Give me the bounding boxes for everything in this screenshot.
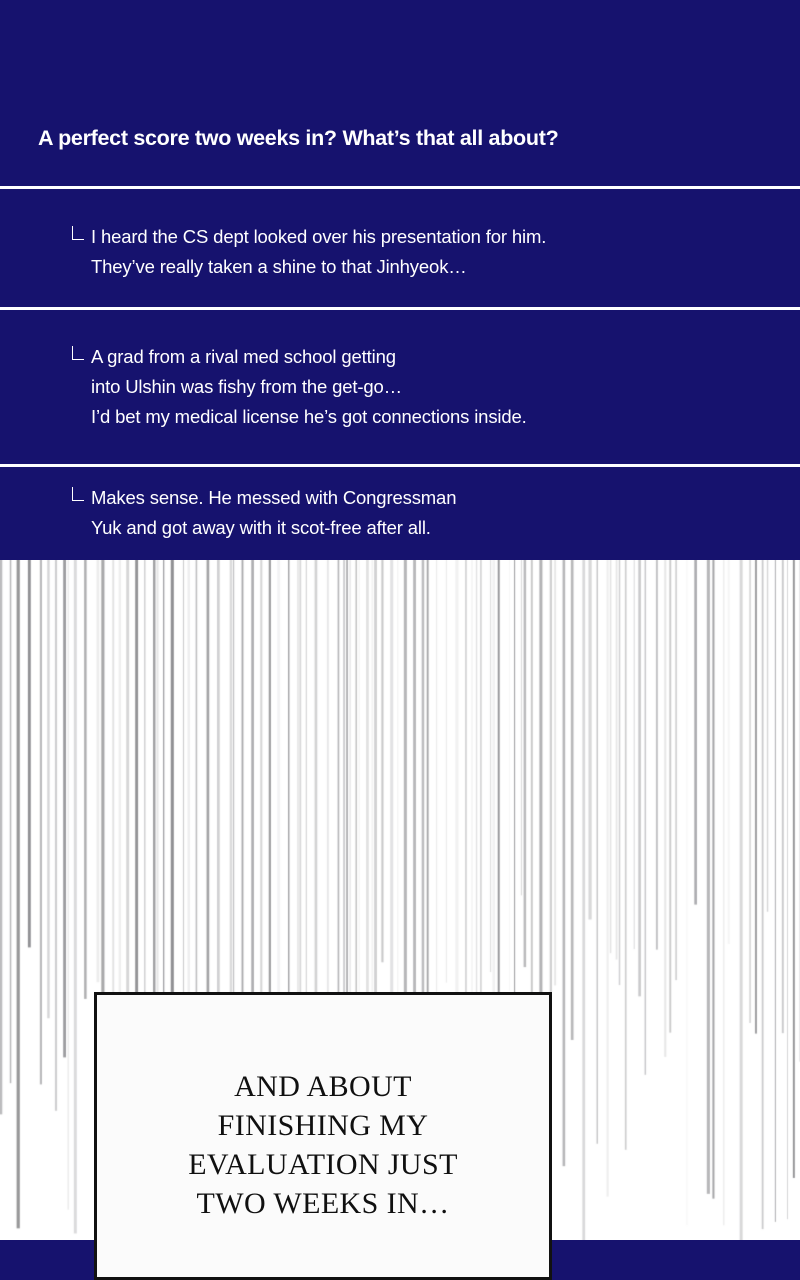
caption-text — [97, 1067, 549, 1223]
caption-line-1: AND ABOUT — [234, 1070, 412, 1103]
divider-1 — [0, 186, 800, 189]
forum-reply-2 — [72, 342, 527, 432]
corner-reply-icon — [72, 487, 84, 501]
divider-3 — [0, 464, 800, 467]
forum-reply-2-body — [72, 342, 527, 432]
caption-line-4: TWO WEEKS IN… — [196, 1187, 450, 1220]
forum-reply-2-line-1: A grad from a rival med school getting — [91, 346, 396, 367]
forum-reply-1 — [72, 222, 546, 282]
caption-line-3: EVALUATION JUST — [188, 1148, 458, 1181]
forum-reply-1-body — [72, 222, 546, 282]
caption-line-2: FINISHING MY — [217, 1109, 429, 1142]
forum-reply-2-line-3: I’d bet my medical license he’s got connections inside. — [91, 406, 527, 427]
forum-reply-2-line-2: into Ulshin was fishy from the get-go… — [91, 376, 402, 397]
forum-reply-1-line-1: I heard the CS dept looked over his presentation for him. — [91, 226, 547, 247]
forum-reply-1-line-2: They’ve really taken a shine to that Jinhyeok… — [91, 256, 467, 277]
caption-panel — [94, 992, 552, 1280]
forum-reply-3-body — [72, 483, 456, 543]
forum-thread-title: A perfect score two weeks in? What’s that all about? — [38, 126, 559, 150]
divider-2 — [0, 307, 800, 310]
forum-reply-3-line-1: Makes sense. He messed with Congressman — [91, 487, 457, 508]
corner-reply-icon — [72, 346, 84, 360]
corner-reply-icon — [72, 226, 84, 240]
forum-panel — [0, 0, 800, 560]
forum-reply-3 — [72, 483, 456, 543]
forum-reply-3-line-2: Yuk and got away with it scot-free after all. — [91, 517, 431, 538]
